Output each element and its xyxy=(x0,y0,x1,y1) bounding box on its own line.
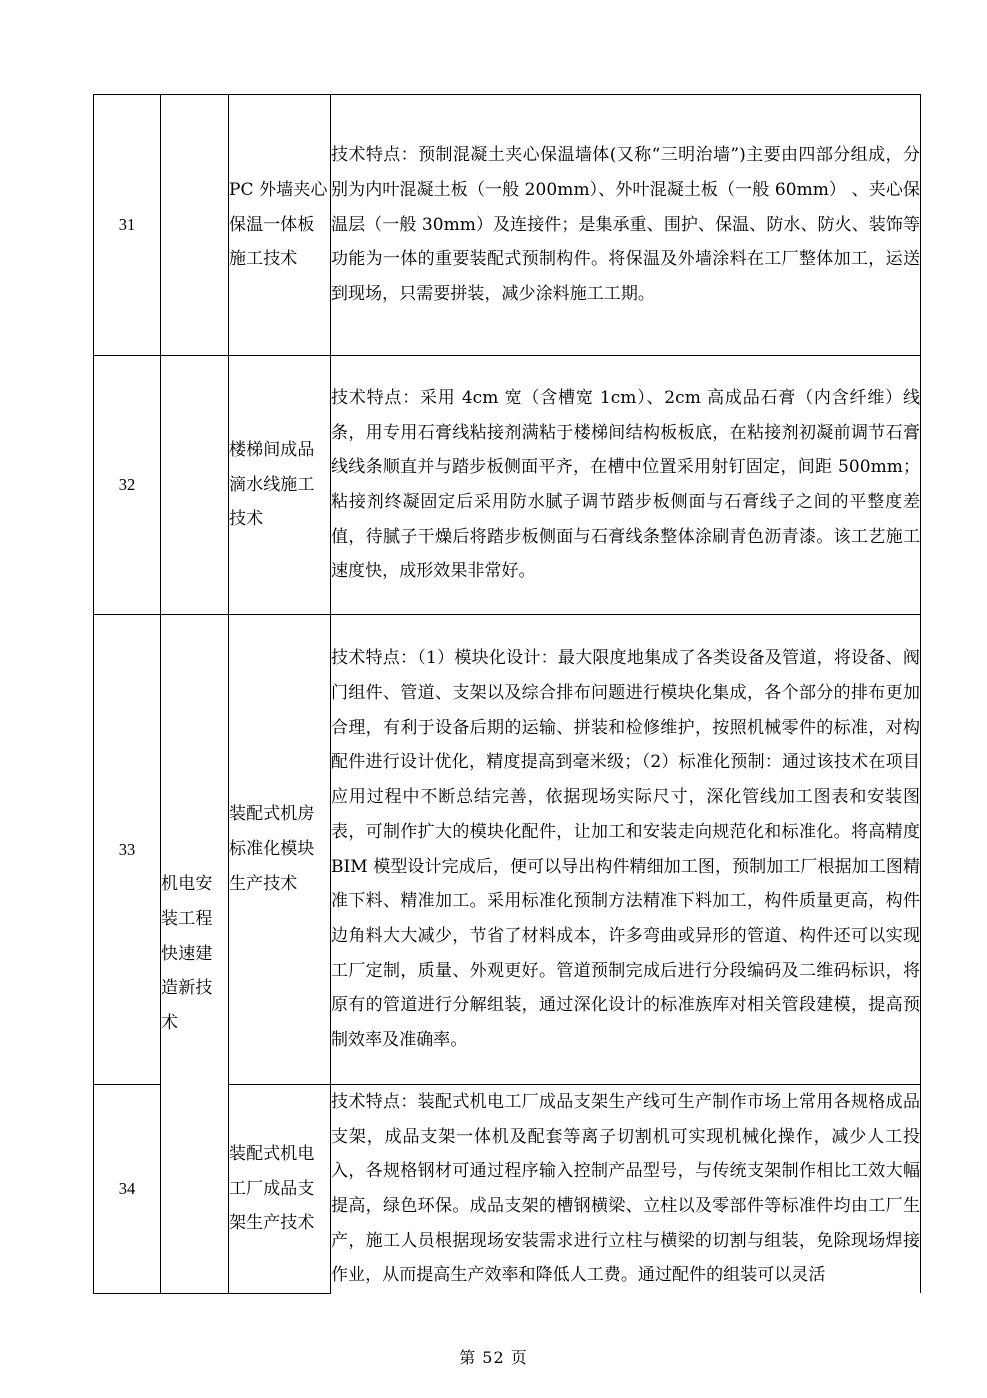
row-number-cell: 32 xyxy=(94,356,161,615)
description-text: 技术特点：预制混凝土夹心保温墙体(又称“三明治墙”)主要由四部分组成，分别为内叶混凝土板（一般 200mm）、外叶混凝土板（一般 60mm） 、夹心保温层（一般 30mm）及连接件；是集承重、围护、保温、防水、防火、装饰等功能为一体的重要装配式预制构件。将保温及外墙涂料在工厂整体加工，运送到现场，只需要拼装，减少涂料施工工期。 xyxy=(331,145,920,304)
technology-description-cell xyxy=(331,356,921,615)
category-label: 机电安装工程快速建造新技术 xyxy=(161,873,213,1034)
page-footer: 第 52 页 xyxy=(459,1348,528,1367)
technology-table xyxy=(93,94,921,1294)
row-number-cell: 34 xyxy=(94,1085,161,1294)
description-text: 技术特点：（1）模块化设计：最大限度地集成了各类设备及管道，将设备、阀门组件、管道、支架以及综合排布问题进行模块化集成，各个部分的排布更加合理，有利于设备后期的运输、拼装和检修维护，按照机械零件的标准，对构配件进行设计优化，精度提高到毫米级；（2）标准化预制：通过该技术在项目应用过程中不断总结完善，依据现场实际尺寸，深化管线加工图表和安装图表，可制作扩大的模块化配件，让加工和安装走向规范化和标准化。将高精度 BIM 模型设计完成后，便可以导出构件精细加工图，预制加工厂根据加工图精准下料、精准加工。采用标准化预制方法精准下料加工，构件质量更高，构件边角料大大减少，节省了材料成本，许多弯曲或异形的管道、构件还可以实现工厂定制，质量、外观更好。管道预制完成后进行分段编码及二维码标识，将原有的管道进行分解组装，通过深化设计的标准族库对相关管段建模，提高预制效率及准确率。 xyxy=(331,648,920,1050)
row-number-cell: 33 xyxy=(94,615,161,1085)
description-text: 技术特点：采用 4cm 宽（含槽宽 1cm）、2cm 高成品石膏（内含纤维）线条，用专用石膏线粘接剂满粘于楼梯间结构板板底，在粘接剂初凝前调节石膏线线条顺直并与踏步板侧面平齐，在槽中位置采用射钉固定，间距 500mm；粘接剂终凝固定后采用防水腻子调节踏步板侧面与石膏线子之间的平整度差值，待腻子干燥后将踏步板侧面与石膏线条整体涂刷青色沥青漆。该工艺施工速度快，成形效果非常好。 xyxy=(331,387,920,582)
table-row xyxy=(94,356,921,615)
technology-description-cell xyxy=(331,615,921,1085)
category-cell-empty xyxy=(161,356,229,615)
row-number-cell: 31 xyxy=(94,95,161,356)
technology-name-cell: 楼梯间成品滴水线施工技术 xyxy=(229,356,331,615)
description-text: 技术特点：装配式机电工厂成品支架生产线可生产制作市场上常用各规格成品支架，成品支架一体机及配套等离子切割机可实现机械化操作，减少人工投入，各规格钢材可通过程序输入控制产品型号，与传统支架制作相比工效大幅提高，绿色环保。成品支架的槽钢横梁、立柱以及零部件等标准件均由工厂生产，施工人员根据现场安装需求进行立柱与横梁的切割与组装，免除现场焊接作业，从而提高生产效率和降低人工费。通过配件的组装可以灵活 xyxy=(331,1092,920,1286)
technology-description-cell xyxy=(331,1085,921,1294)
table-row xyxy=(94,95,921,356)
technology-name-cell: PC 外墙夹心保温一体板施工技术 xyxy=(229,95,331,356)
category-cell xyxy=(161,615,229,1294)
table-row xyxy=(94,615,921,1085)
technology-name-cell: 装配式机房标准化模块生产技术 xyxy=(229,615,331,1085)
category-cell-empty xyxy=(161,95,229,356)
technology-description-cell xyxy=(331,95,921,356)
technology-name-cell: 装配式机电工厂成品支架生产技术 xyxy=(229,1085,331,1294)
